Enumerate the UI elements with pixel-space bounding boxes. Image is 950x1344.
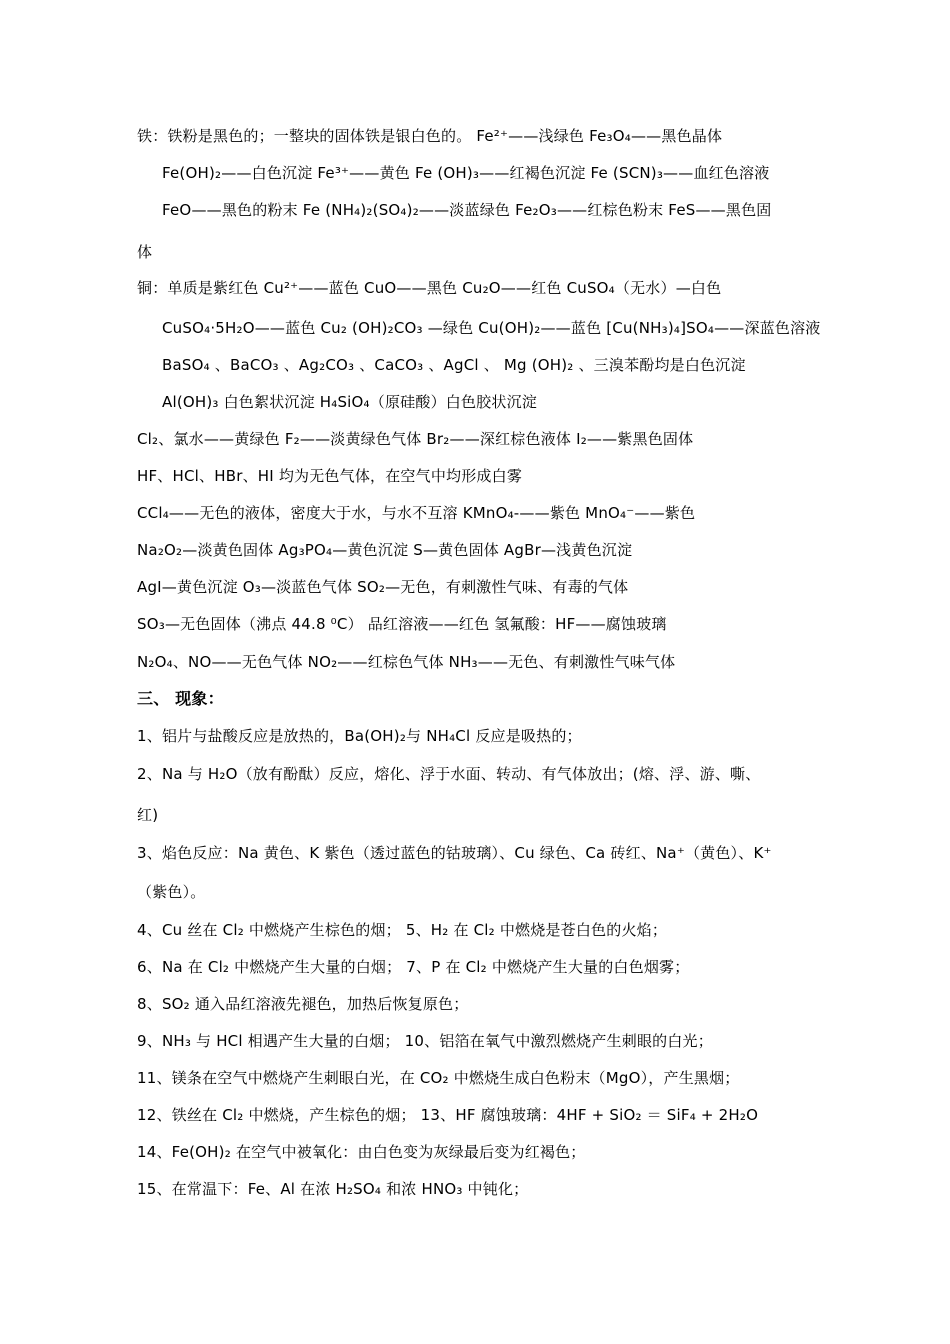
phenomenon-15: 15、在常温下：Fe、Al 在浓 H₂SO₄ 和浓 HNO₃ 中钝化； [137,1180,529,1198]
ccl4-line: CCl₄——无色的液体，密度大于水，与水不互溶 KMnO₄-——紫色 MnO₄⁻——紫色 [137,504,696,522]
agi-line: AgI—黄色沉淀 O₃—淡蓝色气体 SO₂—无色，有刺激性气味、有毒的气体 [137,578,629,596]
phenomenon-2-cont: 红) [137,806,159,824]
white-precipitates-line: BaSO₄ 、BaCO₃ 、Ag₂CO₃ 、CaCO₃ 、AgCl 、 Mg (OH)₂ 、三溴苯酚均是白色沉淀 [162,356,746,374]
na2o2-line: Na₂O₂—淡黄色固体 Ag₃PO₄—黄色沉淀 S—黄色固体 AgBr—浅黄色沉淀 [137,541,633,559]
phenomenon-9-10: 9、NH₃ 与 HCl 相遇产生大量的白烟； 10、铝箔在氧气中激烈燃烧产生刺眼的白光； [137,1032,713,1050]
phenomenon-3-cont: （紫色）。 [137,883,206,901]
phenomenon-4-5: 4、Cu 丝在 Cl₂ 中燃烧产生棕色的烟； 5、H₂ 在 Cl₂ 中燃烧是苍白色的火焰； [137,921,668,939]
phenomenon-14: 14、Fe(OH)₂ 在空气中被氧化：由白色变为灰绿最后变为红褐色； [137,1143,586,1161]
phenomenon-2: 2、Na 与 H₂O（放有酚酞）反应，熔化、浮于水面、转动、有气体放出；(熔、浮、游、嘶、 [137,765,761,783]
so3-line: SO₃—无色固体（沸点 44.8 ⁰C） 品红溶液——红色 氢氟酸：HF——腐蚀玻璃 [137,615,667,633]
iron-line-3: FeO——黑色的粉末 Fe (NH₄)₂(SO₄)₂——淡蓝绿色 Fe₂O₃——红棕色粉末 FeS——黑色固 [162,201,772,219]
colloid-line: Al(OH)₃ 白色絮状沉淀 H₄SiO₄（原硅酸）白色胶状沉淀 [162,393,537,411]
section-heading: 三、 现象： [137,689,224,708]
n2o4-line: N₂O₄、NO——无色气体 NO₂——红棕色气体 NH₃——无色、有刺激性气味气体 [137,653,676,671]
iron-line-2: Fe(OH)₂——白色沉淀 Fe³⁺——黄色 Fe (OH)₃——红褐色沉淀 Fe (SCN)₃——血红色溶液 [162,164,770,182]
phenomenon-12-13: 12、铁丝在 Cl₂ 中燃烧，产生棕色的烟； 13、HF 腐蚀玻璃：4HF + SiO₂ ＝ SiF₄ + 2H₂O [137,1106,759,1124]
phenomenon-1: 1、铝片与盐酸反应是放热的，Ba(OH)₂与 NH₄Cl 反应是吸热的； [137,727,582,745]
iron-line-1: 铁：铁粉是黑色的；一整块的固体铁是银白色的。 Fe²⁺——浅绿色 Fe₃O₄——黑色晶体 [137,127,723,145]
phenomenon-3: 3、焰色反应：Na 黄色、K 紫色（透过蓝色的钴玻璃）、Cu 绿色、Ca 砖红、Na⁺（黄色）、K⁺ [137,844,772,862]
phenomenon-6-7: 6、Na 在 Cl₂ 中燃烧产生大量的白烟； 7、P 在 Cl₂ 中燃烧产生大量的白色烟雾； [137,958,690,976]
iron-line-4: 体 [137,243,153,261]
halogen-line: Cl₂、氯水——黄绿色 F₂——淡黄绿色气体 Br₂——深红棕色液体 I₂——紫黑色固体 [137,430,694,448]
phenomenon-8: 8、SO₂ 通入品红溶液先褪色，加热后恢复原色； [137,995,469,1013]
phenomenon-11: 11、镁条在空气中燃烧产生刺眼白光，在 CO₂ 中燃烧生成白色粉末（MgO），产生黑烟； [137,1069,740,1087]
hydrogen-halide-line: HF、HCl、HBr、HI 均为无色气体，在空气中均形成白雾 [137,467,523,485]
copper-line-2: CuSO₄·5H₂O——蓝色 Cu₂ (OH)₂CO₃ —绿色 Cu(OH)₂——蓝色 [Cu(NH₃)₄]SO₄——深蓝色溶液 [162,319,821,337]
copper-line-1: 铜：单质是紫红色 Cu²⁺——蓝色 CuO——黑色 Cu₂O——红色 CuSO₄（无水）—白色 [137,279,722,297]
